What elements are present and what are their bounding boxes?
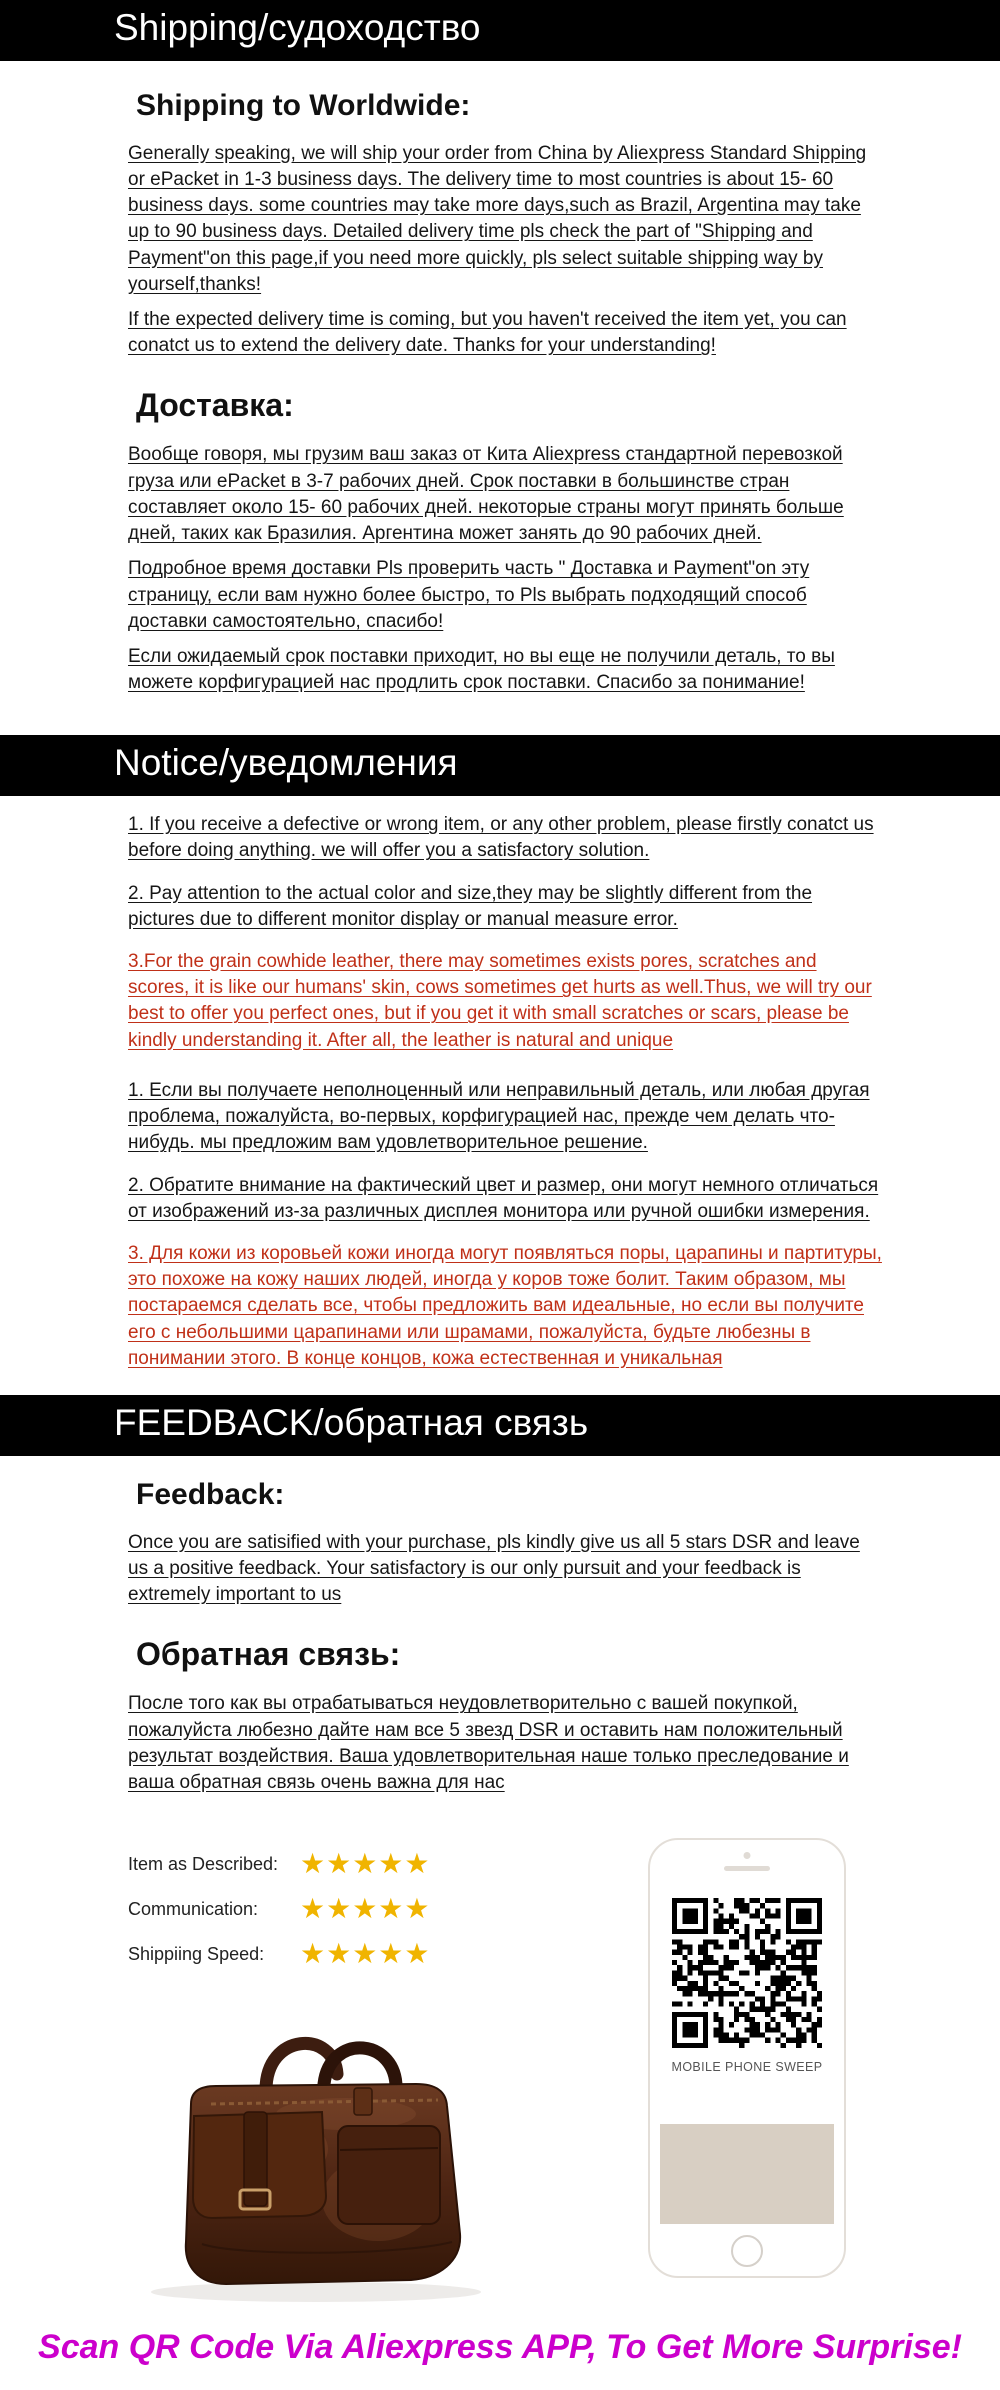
notice-ru-3: 3. Для кожи из коровьей кожи иногда могут появляться поры, царапины и партитуры, это похоже на кожу наших людей, иногда у коров тоже болит. Таким образом, мы постараемся сделать все, чтобы предложить вам идеальные, но если вы получите его с небольшими царапинами или шрамами, пожалуйста, будьте любезны в понимании этого. В конце концов, кожа естественная и уникальная <box>128 1242 882 1369</box>
banner-feedback <box>0 1395 1000 1456</box>
notice-en-3: 3.For the grain cowhide leather, there may sometimes exists pores, scratches and scores, it is like our humans' skin, cows sometimes get hurts as well.Thus, we will try our best to offer you perfect ones, but if you get it with small scratches or scars, please be kindly understanding it. After all, the leather is natural and unique <box>128 950 872 1051</box>
notice-en-2: 2. Pay attention to the actual color and size,they may be slightly different from the pictures due to different monitor display or manual measure error. <box>128 882 813 930</box>
feedback-section <box>0 1456 1000 1797</box>
notice-section <box>0 796 1000 1395</box>
shipping-heading-ru: Доставка: <box>136 387 294 424</box>
cta-text: Scan QR Code Via Aliexpress APP, To Get More Surprise! <box>38 2328 962 2367</box>
feedback-heading-ru: Обратная связь: <box>136 1636 401 1673</box>
notice-ru-1: 1. Если вы получаете неполноценный или неправильный деталь, или любая другая проблема, пожалуйста, во-первых, корфигурацией нас, прежде чем делать что-нибудь. мы предложим вам удовлетворительное решение. <box>128 1079 870 1154</box>
notice-ru-2: 2. Обратите внимание на фактический цвет и размер, они могут немного отличаться от изображений из-за различных дисплея монитора или ручной ошибки измерения. <box>128 1174 879 1222</box>
phone-mockup <box>648 1838 846 2278</box>
banner-shipping <box>0 0 1000 61</box>
feedback-paragraph-en: Once you are satisified with your purchase, pls kindly give us all 5 stars DSR and leave us a positive feedback. Your satisfactory is our only pursuit and your feedback is extremely important to us <box>128 1531 860 1606</box>
five-star-icon: ★★★★★ <box>300 1893 431 1925</box>
feedback-heading-en: Feedback: <box>136 1477 285 1511</box>
rating-label: Shippiing Speed: <box>128 1943 265 1964</box>
shipping-paragraph-en-2: If the expected delivery time is coming, but you haven't received the item yet, you can conatct us to extend the delivery date. Thanks for your understanding! <box>128 309 847 357</box>
qr-panel <box>660 1886 834 2124</box>
qr-code <box>672 1898 822 2048</box>
camera-dot-icon <box>744 1852 751 1859</box>
bottom-area <box>0 1844 1000 2314</box>
shipping-paragraph-ru-2: Подробное время доставки Pls проверить часть " Доставка и Payment"on эту страницу, если вам нужно более быстро, то Pls выбрать подходящий способ доставки самостоятельно, спасибо! <box>128 558 810 632</box>
qr-caption: MOBILE PHONE SWEEP <box>671 2060 823 2075</box>
shipping-section <box>0 61 1000 736</box>
phone-screen <box>660 1886 834 2224</box>
product-photo-bag <box>116 1994 508 2306</box>
dsr-ratings <box>128 1850 431 1985</box>
rating-row-item-described <box>128 1850 431 1878</box>
feedback-paragraph-ru: После того как вы отрабатываться неудовлетворительно с вашей покупкой, пожалуйста любезно дайте нам все 5 звезд DSR и оставить нам положительный результат воздействия. Ваша удовлетворительная наше только преследование и ваша обратная связь очень важна для нас <box>128 1693 849 1794</box>
leather-bag-illustration <box>116 1994 508 2306</box>
rating-row-communication <box>128 1895 431 1923</box>
banner-notice <box>0 735 1000 796</box>
rating-label: Item as Described: <box>128 1853 279 1874</box>
home-button-icon <box>731 2235 763 2267</box>
shipping-heading-en: Shipping to Worldwide: <box>136 88 471 122</box>
banner-notice-title: Notice/уведомления <box>114 742 458 784</box>
banner-shipping-title: Shipping/судоходство <box>114 7 481 48</box>
shipping-paragraph-ru-3: Если ожидаемый срок поставки приходит, но вы еще не получили деталь, то вы можете корфигурацией нас продлить срок поставки. Спасибо за понимание! <box>128 645 835 694</box>
five-star-icon: ★★★★★ <box>300 1938 431 1970</box>
rating-row-shipping-speed <box>128 1940 431 1968</box>
shipping-paragraph-ru-1: Вообще говоря, мы грузим ваш заказ от Кита Aliexpress стандартной перевозкой груза или ePacket в 3-7 рабочих дней. Срок поставки в большинстве стран составляет около 15- 60 рабочих дней. некоторые страны могут принять больше дней, таких как Бразилия. Аргентина может занять до 90 рабочих дней. <box>128 444 844 545</box>
banner-feedback-title: FEEDBACK/обратная связь <box>114 1402 589 1444</box>
notice-en-1: 1. If you receive a defective or wrong item, or any other problem, please firstly conatct us before doing anything. we will offer you a satisfactory solution. <box>128 814 874 862</box>
rating-label: Communication: <box>128 1898 259 1919</box>
five-star-icon: ★★★★★ <box>300 1848 431 1880</box>
speaker-slot-icon <box>724 1866 770 1871</box>
shipping-paragraph-en-1: Generally speaking, we will ship your order from China by Aliexpress Standard Shipping or ePacket in 1-3 business days. The delivery time to most countries is about 15- 60 business days. some countries may take more days,such as Brazil, Argentina may take up to 90 business days. Detailed delivery time pls check the part of "Shipping and Payment"on this page,if you need more quickly, pls select suitable shipping way by yourself,thanks! <box>128 142 867 295</box>
